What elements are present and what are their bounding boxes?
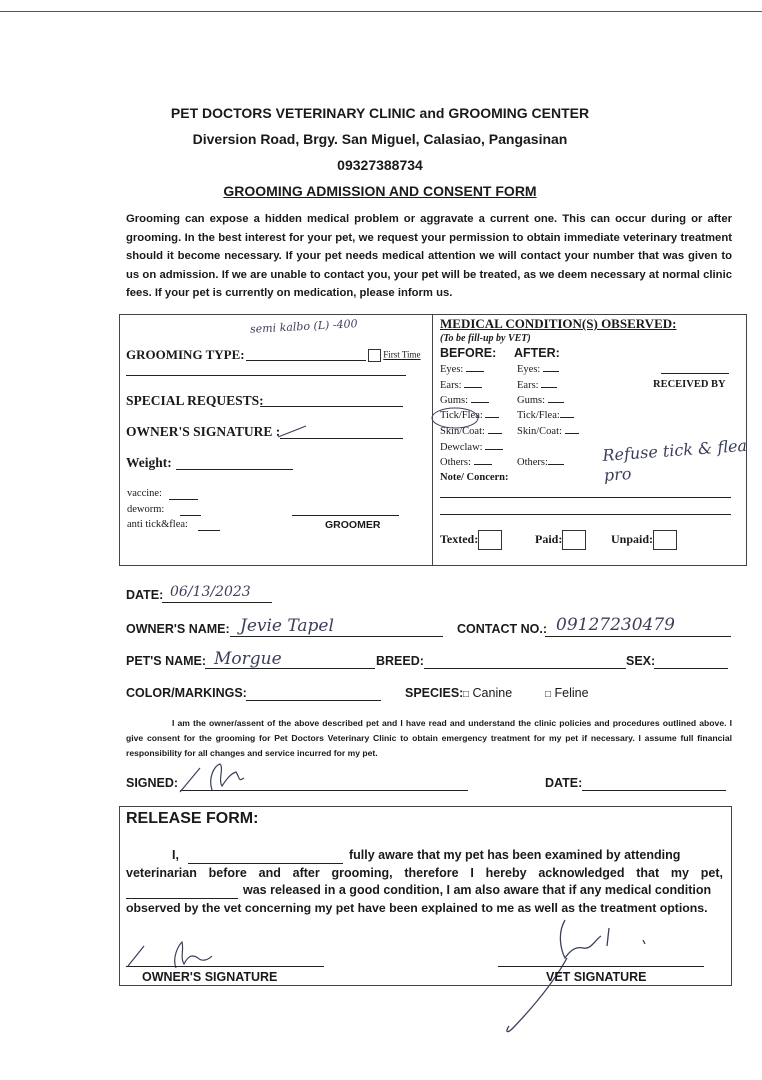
first-time-label: First Time [383, 349, 421, 360]
release-line-1-text: fully aware that my pet has been examined by attending [349, 848, 681, 862]
consent-text: I am the owner/assent of the above described pet and I have read and understand the clinic policies and procedures outlined above. I give consent for the grooming for Pet Doctors Veterinary Clinic to obtain emergency treatment for my pet if necessary. I assume full financial responsibility for all changes and service incurred for my pet. [126, 718, 732, 758]
before-tickflea-label: Tick/Flea: [440, 410, 483, 421]
owner-signature-label: OWNER'S SIGNATURE : [126, 424, 281, 439]
unpaid-box[interactable] [653, 530, 677, 550]
before-label: BEFORE: [440, 346, 497, 360]
medical-title: MEDICAL CONDITION(S) OBSERVED: [440, 316, 677, 331]
received-by-label: RECEIVED BY [653, 379, 726, 390]
date-field[interactable] [162, 602, 272, 603]
before-eyes-label: Eyes: [440, 364, 464, 375]
owner-name-field[interactable] [230, 636, 443, 637]
date-value: 06/13/2023 [170, 584, 251, 600]
release-i: I, [172, 848, 179, 862]
before-skincoat-field[interactable] [488, 433, 502, 434]
color-label: COLOR/MARKINGS: [126, 686, 247, 700]
vet-signature-label: VET SIGNATURE [546, 970, 647, 984]
after-others [517, 457, 564, 468]
before-tickflea-field[interactable] [485, 417, 499, 418]
species-canine-option[interactable] [463, 686, 512, 700]
after-eyes-label: Eyes: [517, 364, 541, 375]
before-ears-label: Ears: [440, 380, 462, 391]
after-skincoat [517, 426, 579, 437]
before-others-field[interactable] [474, 464, 492, 465]
intro-paragraph: Grooming can expose a hidden medical problem or aggravate a current one. This can occur during or after grooming. In the best interest for your pet, we request your permission to obtain immediate veterinary treatment should it become necessary. If your pet needs medical attention we will contact your number that was given to us on admission. If we are unable to contact you, your pet will be treated, as we deem necessary at normal clinic fees. If your pet is currently on medication, please inform us. [126, 213, 732, 299]
signed-signature [178, 760, 258, 796]
after-skincoat-field[interactable] [565, 433, 579, 434]
after-tickflea-label: Tick/Flea: [517, 410, 560, 421]
note-line-2[interactable] [440, 514, 731, 515]
pet-name-value: Morgue [214, 649, 282, 669]
after-eyes [517, 364, 559, 375]
after-gums-field[interactable] [548, 402, 564, 403]
weight-field[interactable] [176, 469, 293, 470]
after-label: AFTER: [514, 346, 560, 360]
grooming-type-line-2[interactable] [126, 375, 406, 376]
groomer-label: GROOMER [325, 519, 381, 531]
after-gums [517, 395, 564, 406]
note-line-1[interactable] [440, 497, 731, 498]
after-tickflea-field[interactable] [560, 417, 574, 418]
before-skincoat-label: Skin/Coat: [440, 426, 485, 437]
release-owner-name-field[interactable] [188, 863, 343, 864]
sex-field[interactable] [654, 668, 728, 669]
medical-subtitle: (To be fill-up by VET) [440, 333, 531, 344]
grooming-type-field[interactable] [246, 360, 366, 361]
after-ears-field[interactable] [541, 387, 557, 388]
note-label: Note/ Concern: [440, 472, 509, 483]
breed-field[interactable] [424, 668, 626, 669]
special-requests-field[interactable] [260, 406, 403, 407]
owner-name-label: OWNER'S NAME: [126, 622, 230, 636]
after-ears [517, 380, 557, 391]
release-line-3-text: was released in a good condition, I am also aware that if any medical condition [243, 883, 712, 897]
feline-label: Feline [554, 686, 589, 700]
pet-name-label: PET'S NAME: [126, 654, 207, 668]
weight-label: Weight: [126, 455, 172, 470]
release-line-4: observed by the vet concerning my pet have been explained to me as well as the treatment options. [126, 901, 708, 915]
after-ears-label: Ears: [517, 380, 539, 391]
note-handwritten: Refuse tick & flea pro [601, 435, 748, 485]
box-divider [432, 314, 433, 566]
grooming-type-handwritten: semi kalbo (L) -400 [249, 317, 358, 336]
signed-label: SIGNED: [126, 776, 179, 790]
release-title: RELEASE FORM: [126, 810, 259, 827]
texted-box[interactable] [478, 530, 502, 550]
feline-checkbox-icon[interactable]: □ [545, 689, 552, 700]
tickflea-circle-mark [430, 405, 482, 431]
before-dewclaw-field[interactable] [485, 449, 503, 450]
after-gums-label: Gums: [517, 395, 546, 406]
contact-field[interactable] [545, 636, 731, 637]
first-time-box[interactable] [368, 349, 381, 362]
species-label: SPECIES: [405, 686, 464, 700]
grooming-type-label: GROOMING TYPE: [126, 347, 245, 362]
special-requests-label: SPECIAL REQUESTS: [126, 393, 264, 408]
owner-signature-stroke [276, 424, 310, 440]
breed-label: BREED: [376, 654, 424, 668]
received-by-line[interactable] [661, 373, 729, 374]
sex-label: SEX: [626, 654, 656, 668]
vaccine-label: vaccine: [127, 488, 162, 499]
before-dewclaw [440, 442, 503, 453]
texted-label: Texted: [440, 531, 479, 546]
before-others [440, 457, 492, 468]
paid-field[interactable] [535, 530, 586, 550]
after-tickflea [517, 410, 574, 421]
after-skincoat-label: Skin/Coat: [517, 426, 562, 437]
vaccine-field[interactable] [169, 499, 198, 500]
after-others-label: Others: [517, 457, 548, 468]
unpaid-label: Unpaid: [611, 531, 654, 546]
release-pet-name-field[interactable] [126, 898, 238, 899]
clinic-address: Diversion Road, Brgy. San Miguel, Calasiao, Pangasinan [192, 131, 568, 147]
owner-name-value: Jevie Tapel [240, 616, 334, 636]
anti-tick-label: anti tick&flea: [127, 519, 188, 530]
clinic-phone: 09327388734 [337, 157, 423, 173]
before-others-label: Others: [440, 457, 471, 468]
clinic-name: PET DOCTORS VETERINARY CLINIC and GROOMING CENTER [170, 105, 590, 121]
species-feline-option[interactable] [545, 686, 589, 700]
deworm-label: deworm: [127, 504, 165, 515]
contact-label: CONTACT NO.: [457, 622, 548, 636]
anti-tick-field[interactable] [198, 530, 220, 531]
consent-date-label: DATE: [545, 776, 583, 790]
contact-value: 09127230479 [556, 615, 675, 635]
date-label: DATE: [126, 588, 164, 602]
release-owner-signature-label: OWNER'S SIGNATURE [142, 970, 278, 984]
canine-label: Canine [472, 686, 513, 700]
deworm-field[interactable] [180, 515, 201, 516]
release-owner-signature-line[interactable] [126, 966, 324, 967]
before-gums-label: Gums: [440, 395, 469, 406]
before-gums-field[interactable] [471, 402, 489, 403]
texted-field[interactable] [440, 530, 502, 550]
vet-signature-line[interactable] [498, 966, 704, 967]
canine-checkbox-icon[interactable]: □ [463, 689, 470, 700]
scan-edge-top [0, 11, 762, 12]
unpaid-field[interactable] [611, 530, 677, 550]
color-field[interactable] [246, 700, 381, 701]
paid-box[interactable] [562, 530, 586, 550]
first-time-checkbox[interactable] [368, 349, 421, 362]
before-eyes-field[interactable] [466, 371, 484, 372]
after-eyes-field[interactable] [543, 371, 559, 372]
after-others-field[interactable] [548, 464, 564, 465]
release-line-2: veterinarian before and after grooming, therefore I hereby acknowledged that my pet, [126, 866, 723, 880]
paid-label: Paid: [535, 531, 563, 546]
consent-date-field[interactable] [582, 790, 726, 791]
before-ears-field[interactable] [464, 387, 482, 388]
groomer-line[interactable] [292, 515, 399, 516]
before-eyes [440, 364, 484, 375]
form-title: GROOMING ADMISSION AND CONSENT FORM [223, 183, 537, 199]
before-dewclaw-label: Dewclaw: [440, 442, 483, 453]
before-ears [440, 380, 482, 391]
